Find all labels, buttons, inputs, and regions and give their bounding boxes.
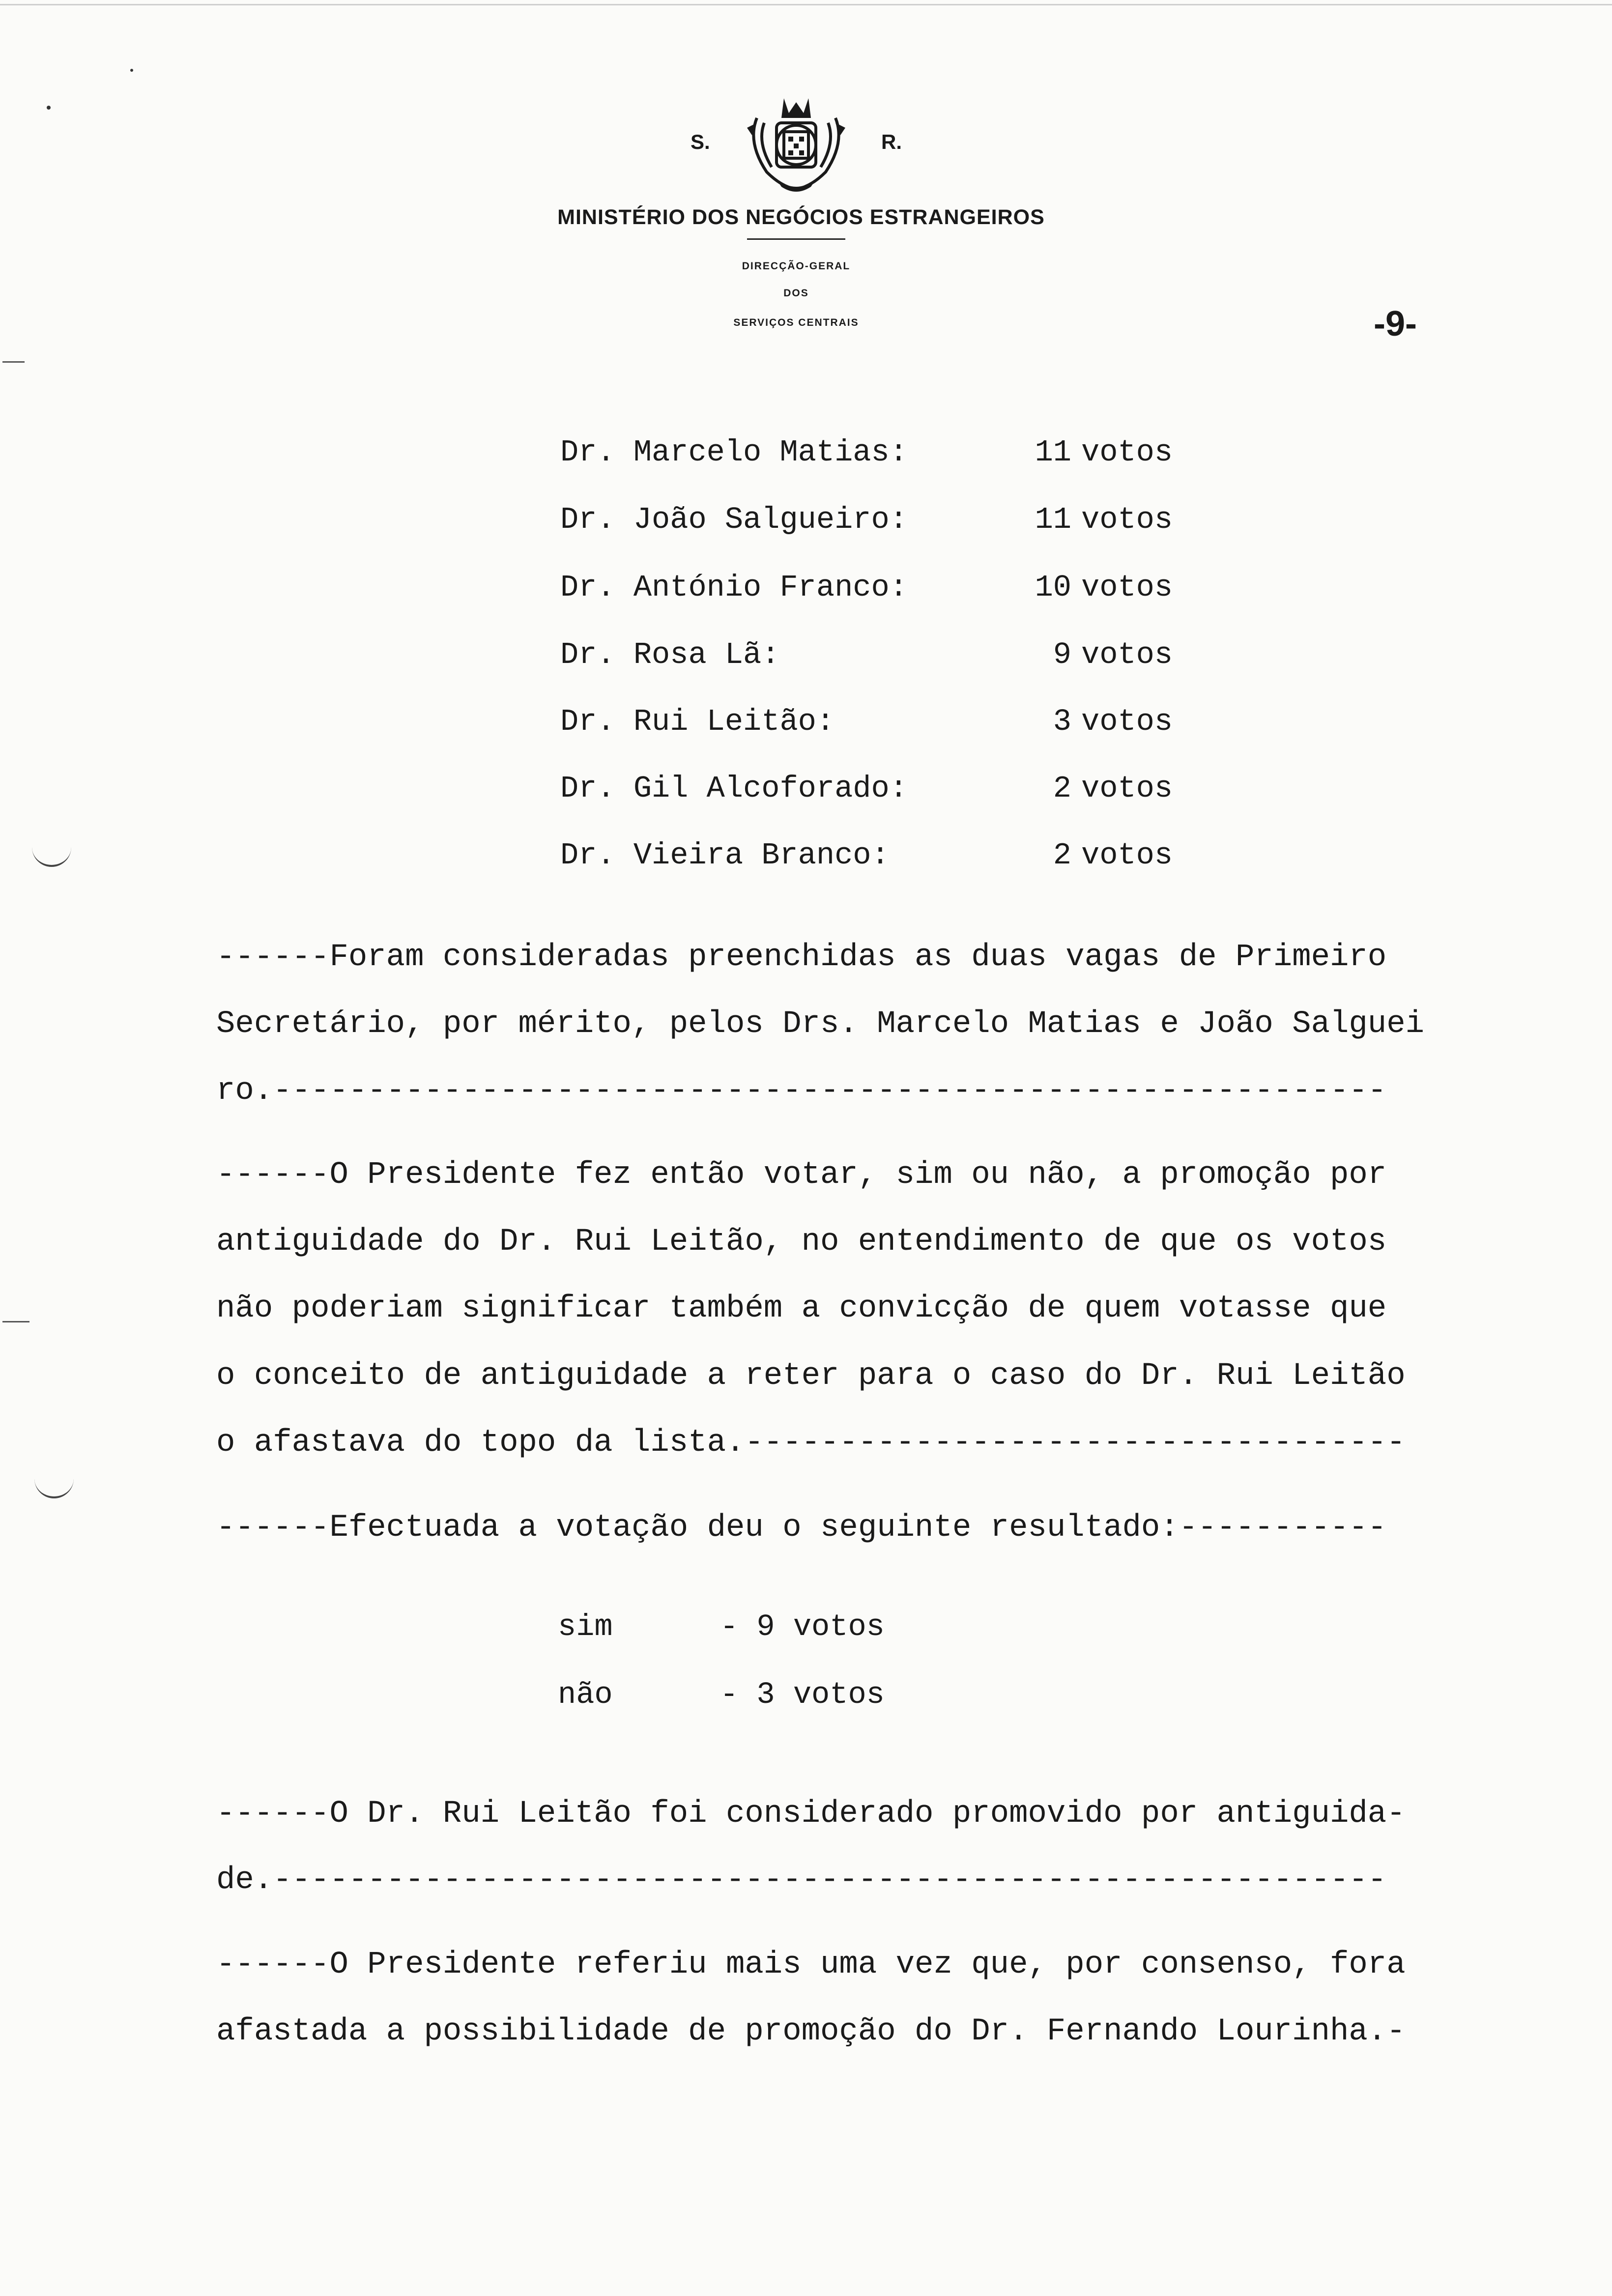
vote-unit: votos <box>1081 838 1173 873</box>
paragraph-line: afastada a possibilidade de promoção do Dr. Fernando Lourinha.- <box>216 2014 1406 2049</box>
page-number: -9- <box>1374 304 1417 344</box>
vote-count: 9 <box>1053 637 1071 672</box>
result-value: - 9 votos <box>720 1609 885 1644</box>
paragraph-line: ro.----------------------------------------------------------- <box>216 1073 1387 1109</box>
result-option: não <box>558 1677 613 1712</box>
candidate-name: Dr. Vieira Branco: <box>560 838 890 873</box>
vote-unit: votos <box>1081 704 1173 739</box>
ministry-name: MINISTÉRIO DOS NEGÓCIOS ESTRANGEIROS <box>557 205 1045 229</box>
candidate-name: Dr. João Salgueiro: <box>560 502 908 537</box>
candidate-name: Dr. Gil Alcoforado: <box>560 771 908 806</box>
scan-speck <box>47 106 51 110</box>
vote-row <box>560 435 1173 474</box>
paragraph-line: não poderiam significar também a convicção de quem votasse que <box>216 1291 1387 1326</box>
vote-row <box>560 771 1173 810</box>
vote-count: 2 <box>1053 771 1071 806</box>
vote-unit: votos <box>1081 502 1173 537</box>
candidate-name: Dr. Marcelo Matias: <box>560 435 908 470</box>
candidate-name: Dr. António Franco: <box>560 570 908 605</box>
vote-count: 11 <box>1035 435 1071 470</box>
department-line-1: DIRECÇÃO-GERAL <box>742 260 851 272</box>
vote-unit: votos <box>1081 637 1173 672</box>
vote-row <box>560 502 1173 542</box>
paragraph-line: Secretário, por mérito, pelos Drs. Marcelo Matias e João Salguei <box>216 1006 1424 1042</box>
paragraph-line: o afastava do topo da lista.----------------------------------- <box>216 1425 1406 1461</box>
letterhead-divider <box>747 238 845 240</box>
vote-unit: votos <box>1081 435 1173 470</box>
scan-speck <box>130 69 133 72</box>
vote-row <box>560 637 1173 677</box>
result-option: sim <box>558 1609 613 1644</box>
page-top-edge <box>0 4 1612 5</box>
letterhead-left-initial: S. <box>691 130 710 153</box>
vote-row <box>560 838 1173 877</box>
result-row <box>558 1677 885 1782</box>
paragraph-line: o conceito de antiguidade a reter para o caso do Dr. Rui Leitão <box>216 1358 1406 1394</box>
paragraph-line: ------O Presidente fez então votar, sim ou não, a promoção por <box>216 1157 1387 1193</box>
paragraph-line: ------Efectuada a votação deu o seguinte resultado:----------- <box>216 1510 1387 1546</box>
vote-count: 2 <box>1053 838 1071 873</box>
letterhead-right-initial: R. <box>881 130 902 153</box>
margin-mark <box>32 845 71 867</box>
coat-of-arms-icon <box>737 88 855 197</box>
vote-count: 10 <box>1035 570 1071 605</box>
department-line-2: DOS <box>783 287 809 299</box>
vote-count: 11 <box>1035 502 1071 537</box>
paragraph-line: ------O Presidente referiu mais uma vez que, por consenso, fora <box>216 1947 1406 1982</box>
paragraph-line: de.----------------------------------------------------------- <box>216 1863 1387 1898</box>
paragraph-line: ------O Dr. Rui Leitão foi considerado promovido por antiguida- <box>216 1796 1406 1832</box>
vote-row <box>560 704 1173 744</box>
result-value: - 3 votos <box>720 1677 885 1712</box>
margin-mark <box>2 1321 29 1322</box>
margin-mark <box>2 361 25 363</box>
paragraph-line: ------Foram consideradas preenchidas as duas vagas de Primeiro <box>216 940 1387 975</box>
vote-unit: votos <box>1081 570 1173 605</box>
vote-unit: votos <box>1081 771 1173 806</box>
vote-count: 3 <box>1053 704 1071 739</box>
vote-row <box>560 570 1173 609</box>
margin-mark <box>34 1477 74 1498</box>
department-line-3: SERVIÇOS CENTRAIS <box>733 317 859 328</box>
paragraph-line: antiguidade do Dr. Rui Leitão, no entendimento de que os votos <box>216 1224 1387 1260</box>
candidate-name: Dr. Rosa Lã: <box>560 637 780 672</box>
candidate-name: Dr. Rui Leitão: <box>560 704 835 739</box>
